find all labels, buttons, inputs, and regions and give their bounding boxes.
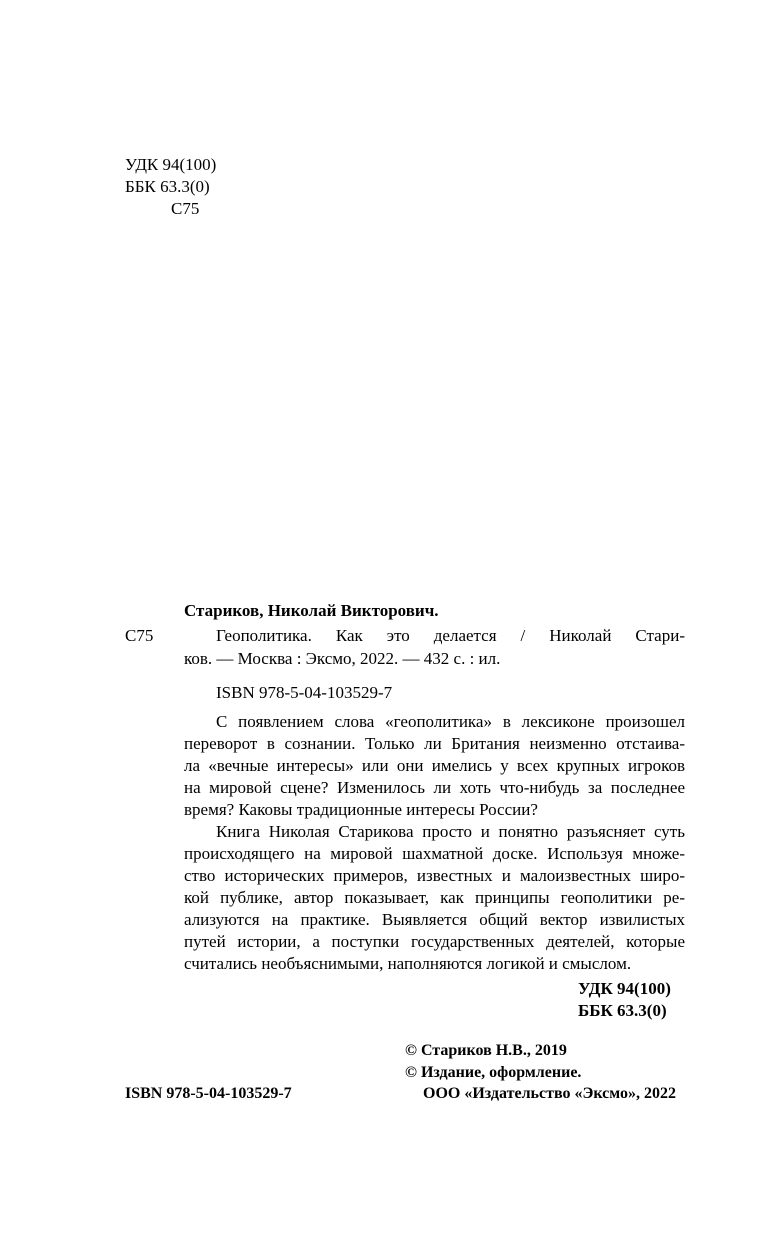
top-author-mark: С75	[171, 199, 200, 218]
card-bbk-code: ББК 63.3(0)	[578, 1001, 667, 1020]
footer-isbn: ISBN 978-5-04-103529-7	[125, 1085, 292, 1102]
annotation-line: ство исторических примеров, известных и малоизвестных широ-	[184, 866, 685, 885]
top-udk-code: УДК 94(100)	[125, 155, 217, 174]
annotation-line: Книга Николая Старикова просто и понятно разъясняет суть	[216, 822, 685, 841]
annotation-line: ализуются на практике. Выявляется общий вектор извилистых	[184, 910, 685, 929]
card-author-mark: С75	[125, 626, 154, 645]
annotation-line: время? Каковы традиционные интересы России?	[184, 800, 538, 819]
annotation-line: путей истории, а поступки государственных деятелей, которые	[184, 932, 685, 951]
copyright-edition: © Издание, оформление.	[405, 1064, 582, 1081]
copyright-publisher: ООО «Издательство «Эксмо», 2022	[423, 1085, 676, 1102]
copyright-author: © Стариков Н.В., 2019	[405, 1042, 567, 1059]
annotation-line: кой публике, автор показывает, как принципы геополитики ре-	[184, 888, 685, 907]
card-author-heading: Стариков, Николай Викторович.	[184, 601, 439, 620]
top-bbk-code: ББК 63.3(0)	[125, 177, 210, 196]
annotation-line: переворот в сознании. Только ли Британия неизменно отстаива-	[184, 734, 685, 753]
annotation-line: считались необъяснимыми, наполняются логикой и смыслом.	[184, 954, 632, 973]
annotation-line: ла «вечные интересы» или они имелись у всех крупных игроков	[184, 756, 685, 775]
card-title-line-2: ков. — Москва : Эксмо, 2022. — 432 с. : ил.	[184, 649, 501, 668]
annotation-line: происходящего на мировой шахматной доске. Используя множе-	[184, 844, 685, 863]
card-title-line-1: Геополитика. Как это делается / Николай Стари-	[216, 626, 685, 645]
annotation-line: С появлением слова «геополитика» в лексиконе произошел	[216, 712, 685, 731]
annotation-line: на мировой сцене? Изменилось ли хоть что-нибудь за последнее	[184, 778, 685, 797]
card-isbn: ISBN 978-5-04-103529-7	[216, 683, 393, 702]
card-udk-code: УДК 94(100)	[578, 979, 671, 998]
